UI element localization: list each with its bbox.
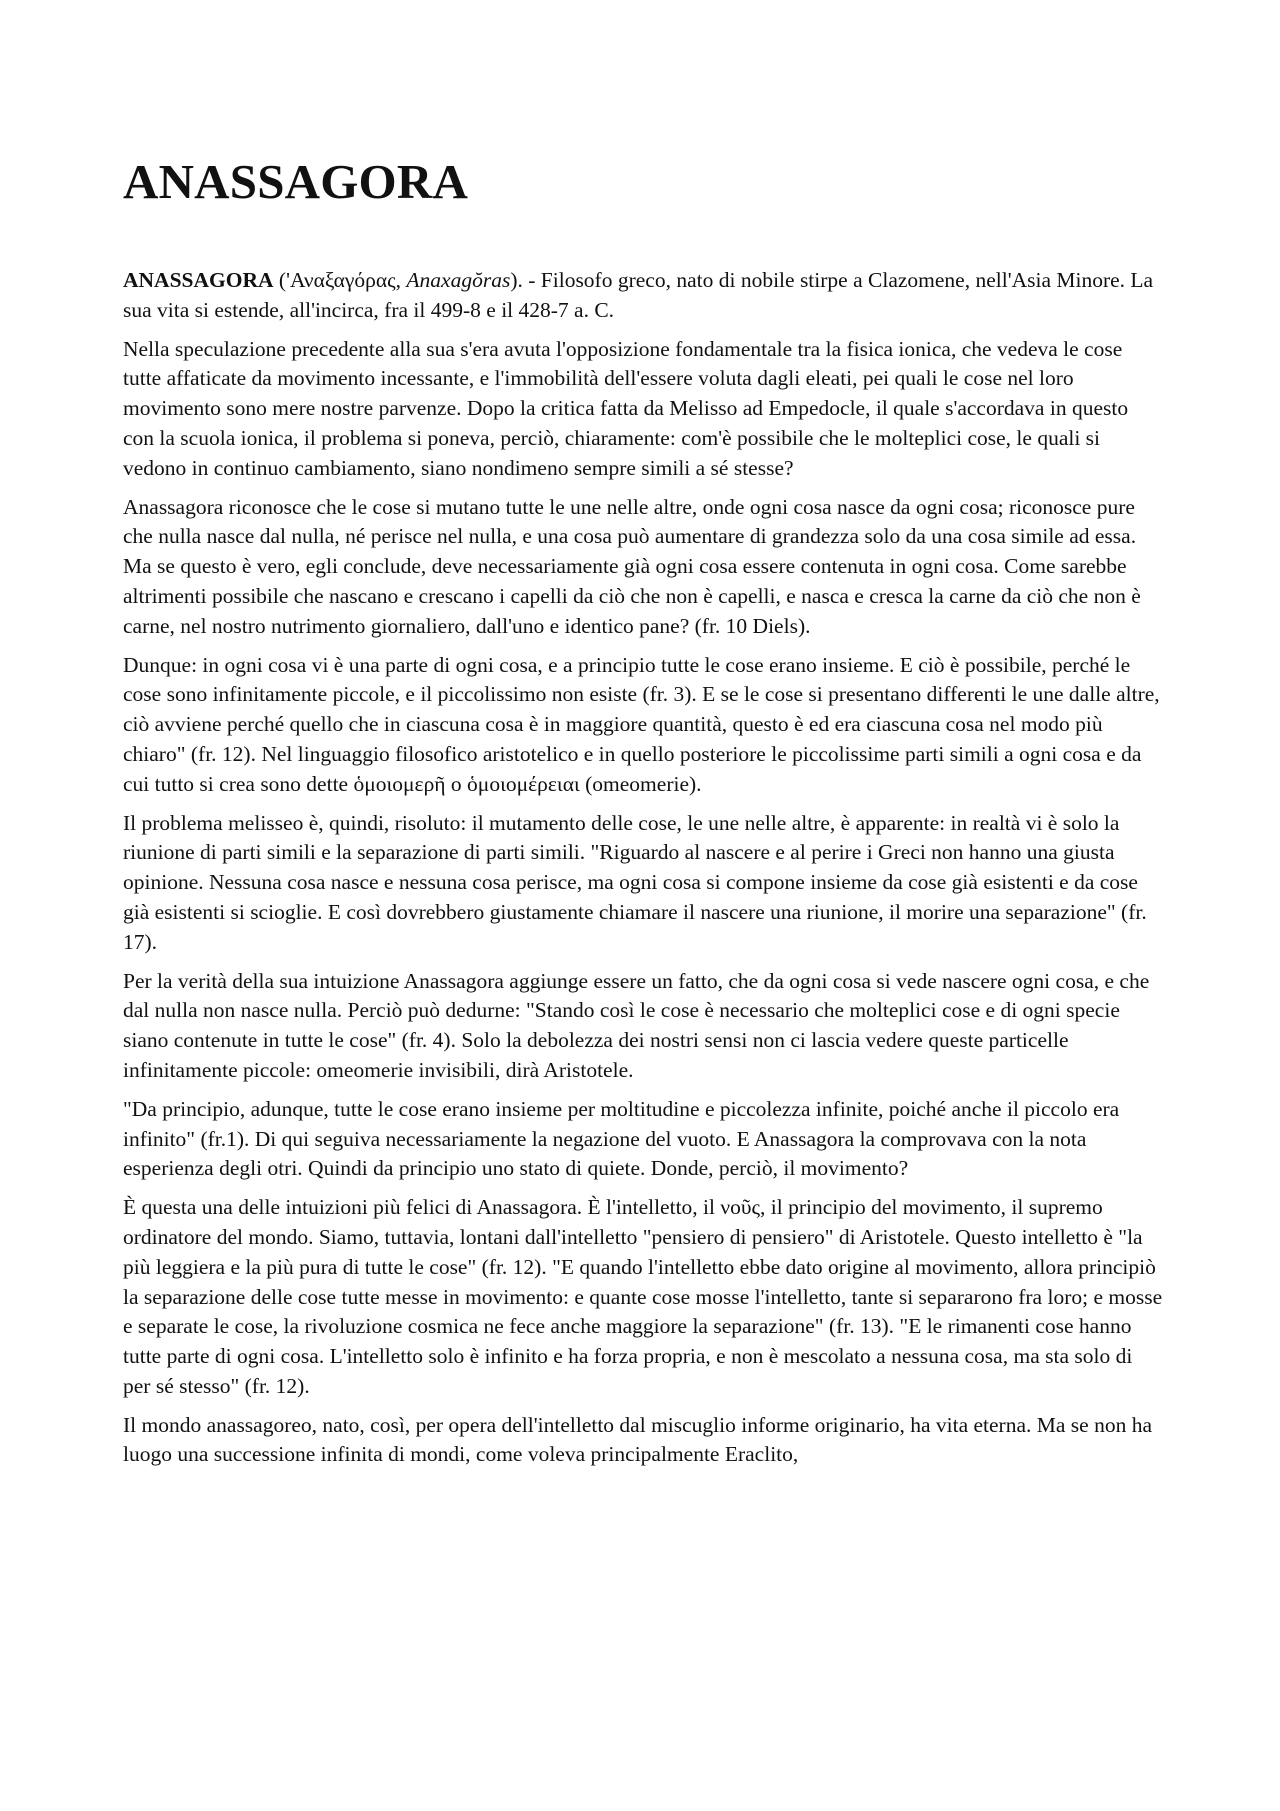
paragraph: È questa una delle intuizioni più felici di Anassagora. È l'intelletto, il νοῦς, il principio del movimento, il supremo ordinatore del mondo. Siamo, tuttavia, lontani dall'intelletto "pensiero di pensiero" di Aristotele. Questo intelletto è "la più leggiera e la più pura di tutte le cose" (fr. 12). "E quando l'intelletto ebbe dato origine al movimento, allora principiò la separazione delle cose tutte messe in movimento: e quante cose mosse l'intelletto, tante si separarono fra loro; e mosse e separate le cose, la rivoluzione cosmica ne fece anche maggiore la separazione" (fr. 13). "E le rimanenti cose hanno tutte parte di ogni cosa. L'intelletto solo è infinito e ha forza propria, e non è mescolato a nessuna cosa, ma sta solo di per sé stesso" (fr. 12).: [123, 1195, 1163, 1398]
greek-name: ('Αναξαγόρας,: [273, 268, 407, 292]
transliteration: Anaxagŏras: [406, 268, 511, 292]
paragraph: Il problema melisseo è, quindi, risoluto: il mutamento delle cose, le une nelle altre, è apparente: in realtà vi è solo la riunione di parti simili e la separazione di parti simili. "Riguardo al nascere e al perire i Greci non hanno una giusta opinione. Nessuna cosa nasce e nessuna cosa perisce, ma ogni cosa si compone insieme da cose già esistenti e da cose già esistenti si scioglie. E così dovrebbero giustamente chiamare il nascere una riunione, il morire una separazione" (fr. 17).: [123, 810, 1147, 954]
intro-paragraph: [123, 266, 1163, 326]
paragraph: Per la verità della sua intuizione Anassagora aggiunge essere un fatto, che da ogni cosa si vede nascere ogni cosa, e che dal nulla non nasce nulla. Perciò può dedurne: "Stando così le cose è necessario che molteplici cose e di ogni specie siano contenute in tutte le cose" (fr. 4). Solo la debolezza dei nostri sensi non ci lascia vedere queste particelle infinitamente piccole: omeomerie invisibili, dirà Aristotele.: [123, 968, 1150, 1082]
paragraph: Nella speculazione precedente alla sua s'era avuta l'opposizione fondamentale tra la fisica ionica, che vedeva le cose tutte affaticate da movimento incessante, e l'immobilità dell'essere voluta dagli eleati, pei quali le cose nel loro movimento sono mere nostre parvenze. Dopo la critica fatta da Melisso ad Empedocle, il quale s'accordava in questo con la scuola ionica, il problema si poneva, perciò, chiaramente: com'è possibile che le molteplici cose, le quali si vedono in continuo cambiamento, siano nondimeno sempre simili a sé stesse?: [123, 336, 1129, 480]
lead-term: ANASSAGORA: [123, 268, 274, 292]
document-body: [123, 266, 1163, 1479]
intro-text: ). - Filosofo greco, nato di nobile stirpe a Clazomene, nell'Asia Minore. La sua vita si estende, all'incirca, fra il 499-8 e il 428-7 a. C.: [123, 268, 1154, 322]
paragraph: Anassagora riconosce che le cose si mutano tutte le une nelle altre, onde ogni cosa nasce da ogni cosa; riconosce pure che nulla nasce dal nulla, né perisce nel nulla, e una cosa può aumentare di grandezza solo da una cosa simile ad essa. Ma se questo è vero, egli conclude, deve necessariamente già ogni cosa essere contenuta in ogni cosa. Come sarebbe altrimenti possibile che nascano e crescano i capelli da ciò che non è capelli, e nasca e cresca la carne da ciò che non è carne, nel nostro nutrimento giornaliero, dall'uno e identico pane? (fr. 10 Diels).: [123, 494, 1141, 638]
paragraph: Il mondo anassagoreo, nato, così, per opera dell'intelletto dal miscuglio informe originario, ha vita eterna. Ma se non ha luogo una successione infinita di mondi, come voleva principalmente Eraclito,: [123, 1412, 1152, 1467]
document-title: ANASSAGORA: [123, 154, 469, 209]
paragraph: "Da principio, adunque, tutte le cose erano insieme per moltitudine e piccolezza infinite, poiché anche il piccolo era infinito" (fr.1). Di qui seguiva necessariamente la negazione del vuoto. E Anassagora la comprovava con la nota esperienza degli otri. Quindi da principio uno stato di quiete. Donde, perciò, il movimento?: [123, 1096, 1120, 1181]
paragraph: Dunque: in ogni cosa vi è una parte di ogni cosa, e a principio tutte le cose erano insieme. E ciò è possibile, perché le cose sono infinitamente piccole, e il piccolissimo non esiste (fr. 3). E se le cose si presentano differenti le une dalle altre, ciò avviene perché quello che in ciascuna cosa è in maggiore quantità, questo è ed era ciascuna cosa nel modo più chiaro" (fr. 12). Nel linguaggio filosofico aristotelico e in quello posteriore le piccolissime parti simili a ogni cosa e da cui tutto si crea sono dette ὁμοιομερῆ o ὁμοιομέρειαι (omeomerie).: [123, 652, 1160, 796]
